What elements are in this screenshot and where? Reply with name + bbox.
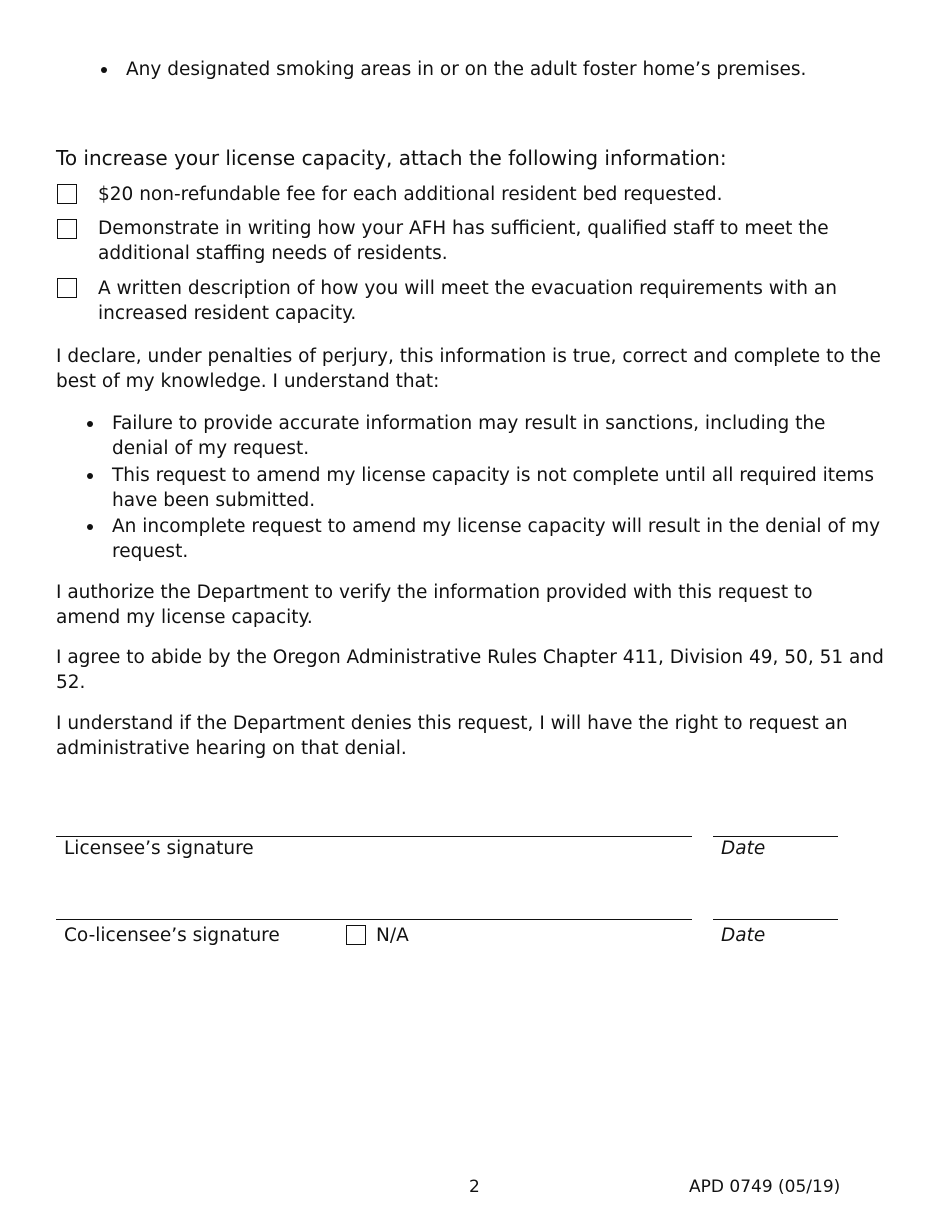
- fee-checklist-item: $20 non-refundable fee for each additional resident bed requested.: [98, 184, 723, 205]
- staffing-checklist-item: Demonstrate in writing how your AFH has sufficient, qualified staff to meet the additional staffing needs of residents.: [98, 218, 829, 264]
- smoking-areas-bullet: Any designated smoking areas in or on the adult foster home’s premises.: [126, 59, 807, 80]
- evacuation-checkbox[interactable]: [57, 278, 77, 298]
- colicensee-signature-line[interactable]: [56, 919, 692, 920]
- agree-text: I agree to abide by the Oregon Administrative Rules Chapter 411, Division 49, 50, 51 and 52.: [56, 647, 884, 693]
- staffing-checkbox[interactable]: [57, 219, 77, 239]
- bullet-dot: [101, 67, 107, 73]
- form-id: APD 0749 (05/19): [689, 1177, 841, 1197]
- bullet-dot: [87, 421, 93, 427]
- licensee-date-label: Date: [721, 838, 766, 859]
- fee-checkbox[interactable]: [57, 184, 77, 204]
- hearing-text: I understand if the Department denies this request, I will have the right to request an administrative hearing on that denial.: [56, 713, 848, 759]
- colicensee-date-label: Date: [721, 925, 766, 946]
- colicensee-date-line[interactable]: [713, 919, 838, 920]
- evacuation-checklist-item: A written description of how you will meet the evacuation requirements with an increased resident capacity.: [98, 278, 837, 324]
- licensee-signature-label: Licensee’s signature: [64, 838, 254, 859]
- authorize-text: I authorize the Department to verify the information provided with this request to amend my license capacity.: [56, 582, 813, 628]
- declaration-text: I declare, under penalties of perjury, this information is true, correct and complete to the best of my knowledge. I understand that:: [56, 346, 881, 392]
- sanctions-bullet: Failure to provide accurate information may result in sanctions, including the denial of my request.: [112, 413, 826, 459]
- colicensee-signature-label: Co-licensee’s signature: [64, 925, 280, 946]
- incomplete-denial-bullet: An incomplete request to amend my license capacity will result in the denial of my request.: [112, 516, 881, 562]
- not-complete-bullet: This request to amend my license capacity is not complete until all required items have been submitted.: [112, 465, 875, 511]
- bullet-dot: [87, 524, 93, 530]
- page-number: 2: [469, 1177, 480, 1197]
- capacity-heading: To increase your license capacity, attach the following information:: [56, 146, 727, 170]
- na-checkbox[interactable]: [346, 925, 366, 945]
- bullet-dot: [87, 473, 93, 479]
- na-label: N/A: [376, 925, 409, 946]
